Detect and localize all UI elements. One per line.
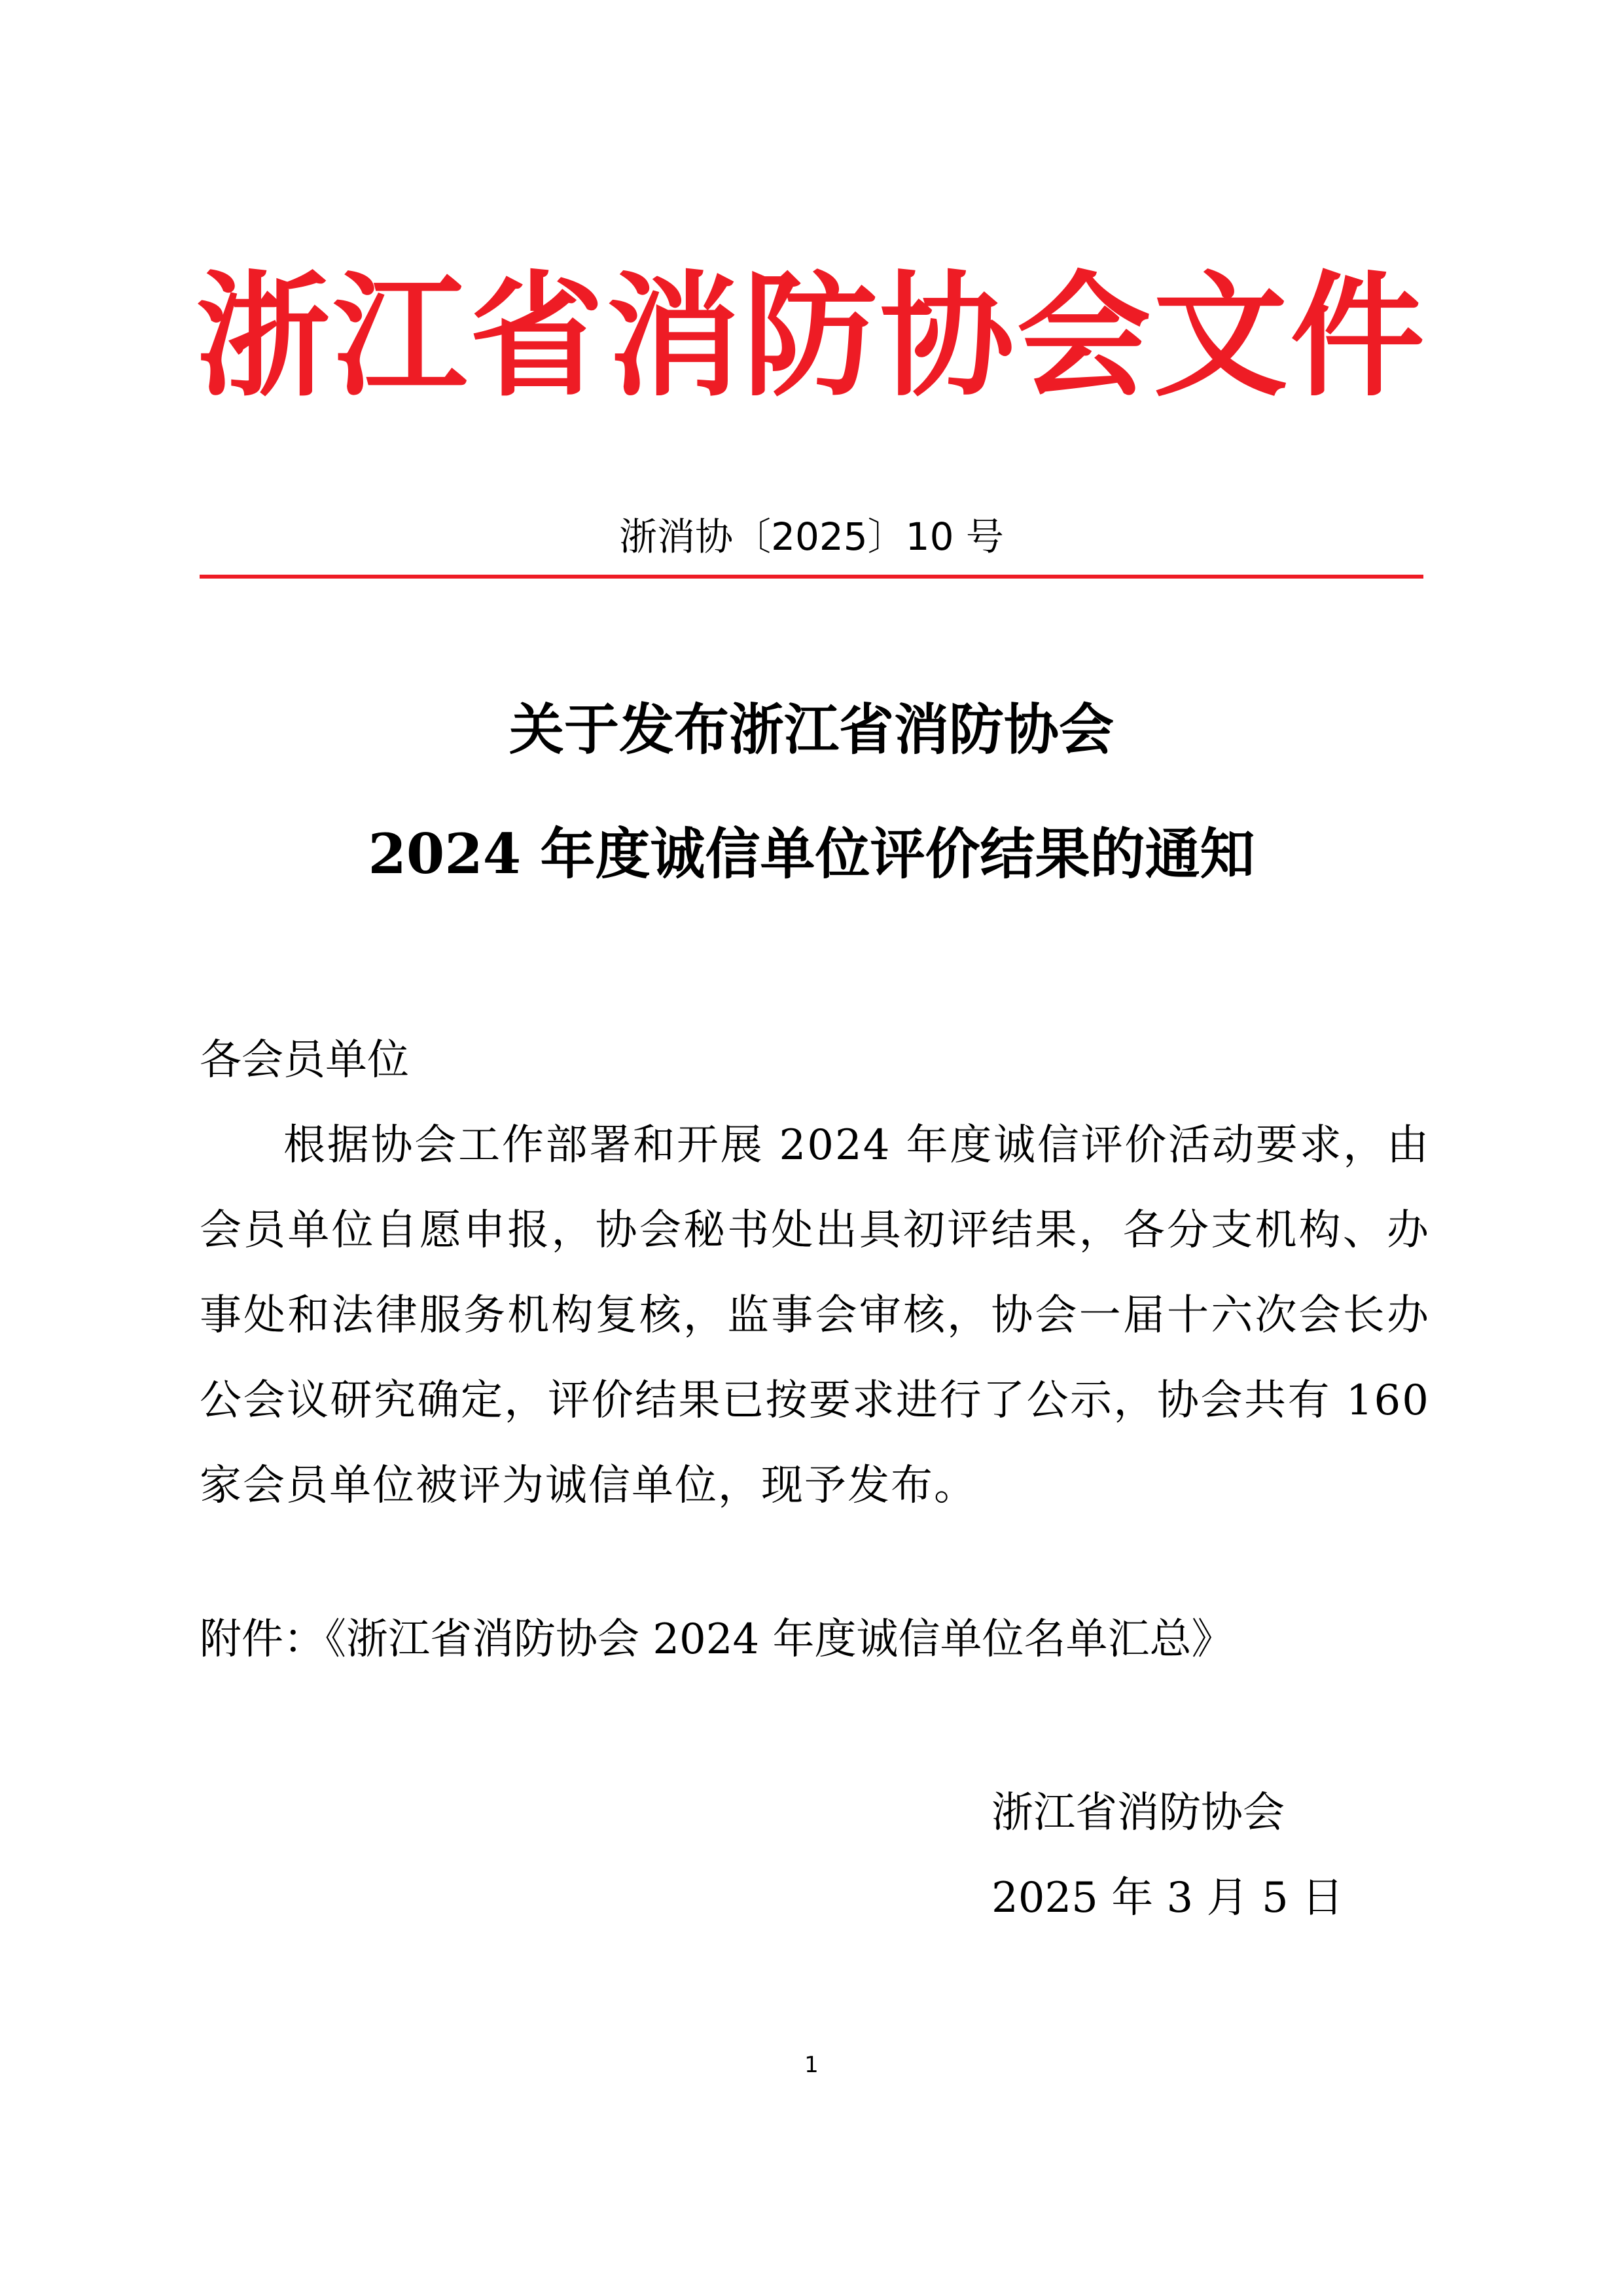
notice-title-line-1: 关于发布浙江省消防协会 [508,697,1114,762]
signature-date: 2025 年 3 月 5 日 [991,1874,1344,1922]
body-paragraph: 根据协会工作部署和开展 2024 年度诚信评价活动要求，由会员单位自愿申报，协会秘书处出具初评结果，各分支机构、办事处和法律服务机构复核，监事会审核，协会一届十六次会长办公会议研究确定，评价结果已按要求进行了公示，协会共有 160 家会员单位被评为诚信单位，现予发布。 [200,1121,1430,1510]
attachment-line: 附件：《浙江省消防协会 2024 年度诚信单位名单汇总》 [200,1615,1234,1664]
page-number: 1 [804,2052,819,2078]
notice-title-line-2: 2024 年度诚信单位评价结果的通知 [368,821,1255,886]
header-red-rule [200,575,1423,579]
document-header-title: 浙江省消防协会文件 [196,259,1427,415]
signature-organization: 浙江省消防协会 [991,1789,1285,1837]
document-number: 浙消协〔2025〕10 号 [619,514,1004,559]
salutation: 各会员单位 [200,1036,409,1085]
